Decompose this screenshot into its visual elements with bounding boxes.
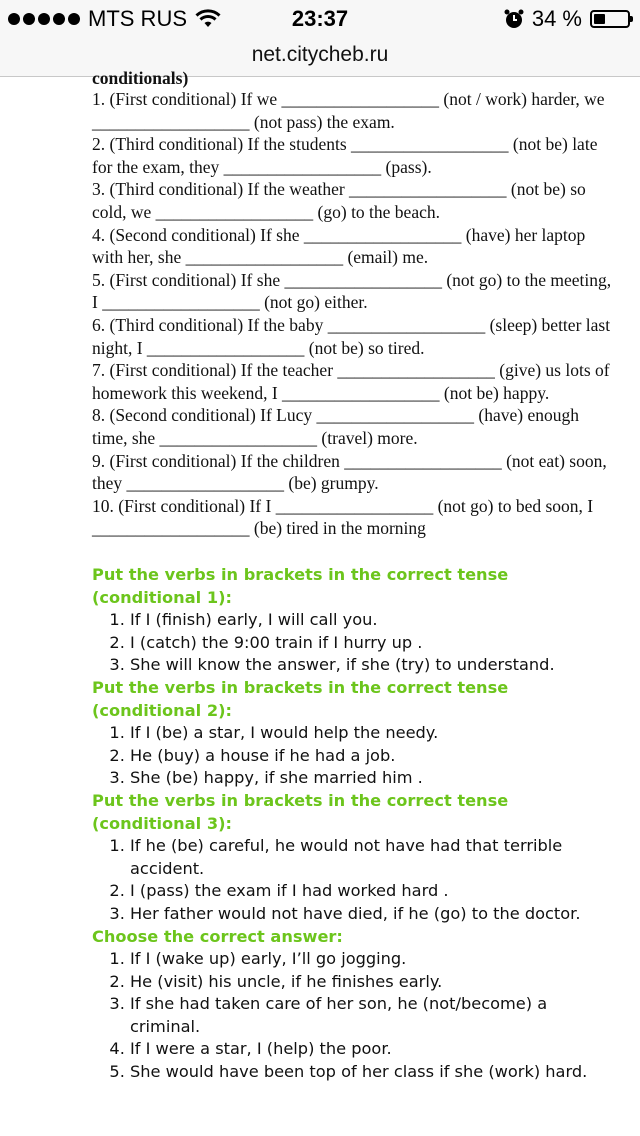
list-item: 1. If I (be) a star, I would help the needy.: [130, 722, 622, 745]
clock: 23:37: [291, 6, 349, 31]
battery-icon: [590, 10, 630, 28]
list-item: 1. If he (be) careful, he would not have had that terrible accident.: [130, 835, 622, 880]
question-1: 1. (First conditional) If we __________________ (not / work) harder, we __________________ (not pass) the exam.: [92, 89, 605, 132]
question-10: 10. (First conditional) If I __________________ (not go) to bed soon, I __________________ (be) tired in the morning: [92, 495, 594, 539]
exercise-list-1: [92, 609, 622, 677]
battery-area: [504, 6, 630, 32]
question-9: 9. (First conditional) If the children __________________ (not eat) soon, they __________________ (be) grumpy.: [92, 450, 607, 494]
section-heading-choose-answer: Choose the correct answer:: [92, 926, 343, 946]
exercise-list-3: [92, 835, 622, 925]
worksheet-text: [92, 68, 612, 540]
question-7: 7. (First conditional) If the teacher __________________ (give) us lots of homework this weekend, I __________________ (not be) happy.: [92, 360, 610, 403]
list-item: 2. He (visit) his uncle, if he finishes early.: [130, 971, 622, 994]
section-heading-conditional-2: Put the verbs in brackets in the correct tense (conditional 2):: [92, 677, 509, 720]
list-item: 3. Her father would not have died, if he (go) to the doctor.: [130, 903, 622, 926]
question-8: 8. (Second conditional) If Lucy __________________ (have) enough time, she __________________ (travel) more.: [92, 405, 579, 448]
alarm-icon: [504, 9, 524, 29]
question-2: 2. (Third conditional) If the students __________________ (not be) late for the exam, they __________________ (pass).: [92, 134, 598, 177]
battery-percent: 34 %: [531, 6, 582, 31]
list-item: 2. I (pass) the exam if I had worked hard .: [130, 880, 622, 903]
list-item: 1. If I (finish) early, I will call you.: [130, 609, 622, 632]
list-item: 3. If she had taken care of her son, he (not/become) a criminal.: [130, 993, 622, 1038]
list-item: 5. She would have been top of her class if she (work) hard.: [130, 1061, 622, 1084]
list-item: 3. She (be) happy, if she married him .: [130, 767, 622, 790]
section-heading-conditional-1: Put the verbs in brackets in the correct tense (conditional 1):: [92, 565, 509, 607]
status-bar: [0, 0, 640, 40]
section-heading-cut: conditionals): [92, 68, 189, 88]
question-6: 6. (Third conditional) If the baby __________________ (sleep) better last night, I __________________ (not be) so tired.: [92, 314, 611, 358]
question-4: 4. (Second conditional) If she __________________ (have) her laptop with her, she __________________ (email) me.: [92, 224, 586, 268]
section-heading-conditional-3: Put the verbs in brackets in the correct tense (conditional 3):: [92, 790, 509, 833]
list-item: 3. She will know the answer, if she (try) to understand.: [130, 654, 622, 677]
list-item: 2. I (catch) the 9:00 train if I hurry up .: [130, 632, 622, 655]
list-item: 2. He (buy) a house if he had a job.: [130, 745, 622, 768]
question-3: 3. (Third conditional) If the weather __________________ (not be) so cold, we __________________ (go) to the beach.: [92, 179, 586, 222]
exercise-list-2: [92, 722, 622, 790]
exercise-list-4: [92, 948, 622, 1084]
carrier-name: MTS RUS: [88, 6, 187, 31]
question-5: 5. (First conditional) If she __________________ (not go) to the meeting, I __________________ (not go) either.: [92, 269, 612, 313]
list-item: 1. If I (wake up) early, I’ll go jogging.: [130, 948, 622, 971]
exercises: [92, 564, 622, 1084]
list-item: 4. If I were a star, I (help) the poor.: [130, 1038, 622, 1061]
url-text: net.citycheb.ru: [251, 43, 389, 66]
